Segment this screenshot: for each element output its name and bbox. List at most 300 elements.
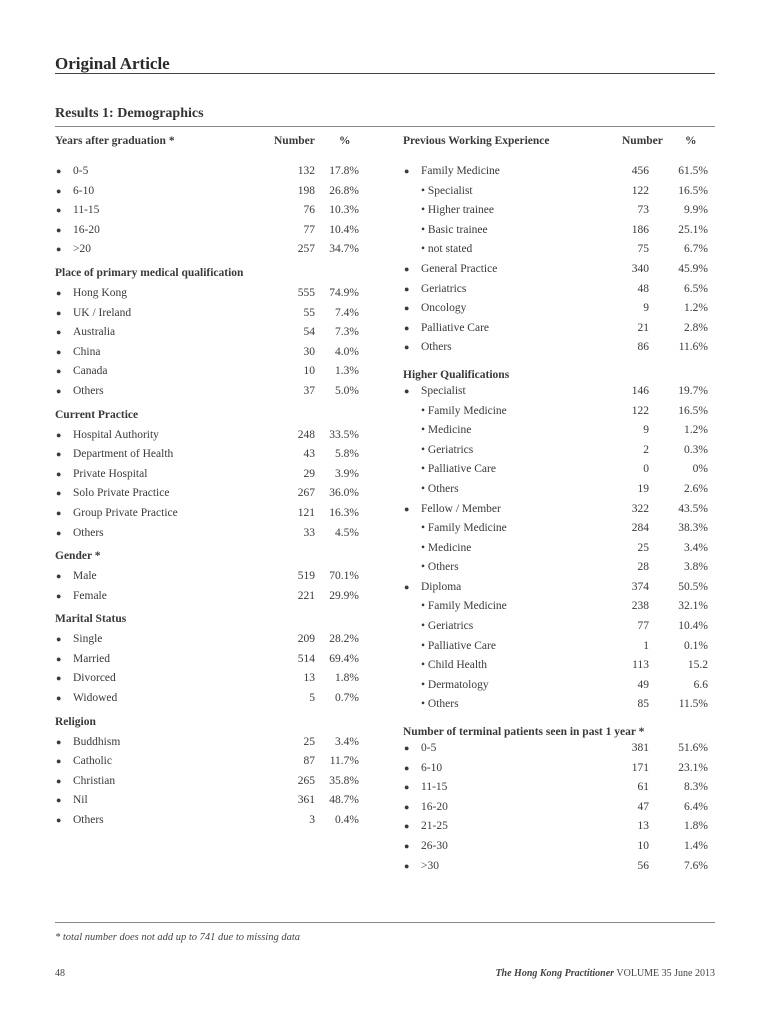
- table-row: [55, 382, 365, 402]
- table-row: [403, 382, 715, 402]
- group-title: Marital Status: [55, 613, 127, 626]
- row-label: • Family Medicine: [421, 600, 507, 613]
- row-percent: 0.3%: [684, 443, 708, 456]
- row-number: 198: [297, 184, 315, 197]
- bullet-icon: ●: [56, 736, 62, 747]
- row-number: 381: [631, 742, 649, 755]
- row-percent: 29.9%: [329, 589, 359, 602]
- row-percent: 17.8%: [329, 165, 359, 177]
- table-row: [55, 162, 365, 182]
- table-row: [55, 445, 365, 465]
- footnote: * total number does not add up to 741 due to missing data: [55, 932, 300, 943]
- bullet-icon: ●: [56, 287, 62, 298]
- row-label: General Practice: [421, 262, 498, 275]
- row-label: Solo Private Practice: [73, 487, 170, 500]
- table-row: [403, 280, 715, 300]
- table-row: [55, 304, 365, 324]
- row-label: • Specialist: [421, 184, 473, 197]
- table-row: [55, 791, 365, 811]
- bullet-icon: ●: [404, 322, 410, 333]
- row-number: 9: [643, 424, 649, 437]
- row-number: 55: [303, 306, 315, 319]
- row-label: Specialist: [421, 384, 466, 397]
- row-percent: 35.8%: [329, 774, 359, 787]
- table-row: [55, 733, 365, 753]
- bullet-icon: ●: [404, 503, 410, 514]
- row-percent: 7.3%: [335, 326, 359, 339]
- table-row: [55, 343, 365, 363]
- row-percent: 16.3%: [329, 506, 359, 519]
- row-number: 122: [631, 184, 649, 197]
- table-row: [403, 201, 715, 221]
- row-percent: 33.5%: [329, 428, 359, 441]
- row-label: Geriatrics: [421, 282, 467, 295]
- bullet-icon: ●: [56, 488, 62, 499]
- bullet-icon: ●: [56, 571, 62, 582]
- group-title: Number of terminal patients seen in past 1 year *: [403, 726, 645, 739]
- row-label: Buddhism: [73, 735, 121, 748]
- row-label: Christian: [73, 774, 116, 787]
- bullet-icon: ●: [56, 756, 62, 767]
- row-number: 132: [297, 165, 315, 177]
- row-percent: 1.2%: [684, 424, 708, 437]
- table-row: [55, 811, 365, 831]
- bullet-icon: ●: [56, 507, 62, 518]
- right-column-label: Previous Working Experience: [403, 135, 550, 147]
- row-label: >20: [73, 243, 91, 256]
- row-percent: 1.3%: [335, 365, 359, 378]
- row-percent: 3.4%: [335, 735, 359, 748]
- row-label: 16-20: [73, 223, 100, 236]
- row-number: 73: [637, 204, 649, 217]
- right-table: [403, 134, 715, 876]
- bullet-icon: ●: [56, 693, 62, 704]
- row-percent: 74.9%: [329, 286, 359, 299]
- row-number: 25: [637, 541, 649, 554]
- row-label: Family Medicine: [421, 165, 500, 177]
- row-percent: 61.5%: [678, 165, 708, 177]
- row-percent: 0.4%: [335, 814, 359, 827]
- table-row: [55, 362, 365, 382]
- row-label: Others: [73, 384, 104, 397]
- row-label: Catholic: [73, 755, 112, 768]
- row-percent: 23.1%: [678, 761, 708, 774]
- row-number: 75: [637, 243, 649, 256]
- row-label: Hospital Authority: [73, 428, 159, 441]
- row-number: 33: [303, 526, 315, 539]
- row-label: • Family Medicine: [421, 522, 507, 535]
- journal-footer: [495, 968, 715, 979]
- journal-name: The Hong Kong Practitioner: [495, 968, 615, 979]
- row-percent: 6.6: [693, 678, 708, 691]
- row-label: Others: [421, 341, 452, 354]
- row-percent: 16.5%: [678, 404, 708, 417]
- table-row: [403, 240, 715, 260]
- group-title: Current Practice: [55, 408, 139, 421]
- row-number: 340: [631, 262, 649, 275]
- row-number: 85: [637, 698, 649, 711]
- row-percent: 38.3%: [678, 522, 708, 535]
- table-row: [403, 558, 715, 578]
- row-label: • Palliative Care: [421, 463, 496, 476]
- table-row: [403, 480, 715, 500]
- row-percent: 1.2%: [684, 302, 708, 315]
- row-number: 221: [297, 589, 315, 602]
- article-type-title: Original Article: [55, 54, 170, 73]
- table-row: [55, 323, 365, 343]
- row-label: 16-20: [421, 800, 448, 813]
- row-number: 113: [632, 659, 649, 672]
- row-number: 21: [637, 321, 649, 334]
- bullet-icon: ●: [56, 449, 62, 460]
- row-percent: 26.8%: [329, 184, 359, 197]
- row-number: 3: [309, 814, 315, 827]
- bullet-icon: ●: [56, 346, 62, 357]
- row-label: Married: [73, 652, 111, 665]
- table-row: [403, 460, 715, 480]
- right-number-header: Number: [622, 135, 663, 147]
- bullet-icon: ●: [404, 283, 410, 294]
- table-row: [55, 524, 365, 544]
- row-label: Single: [73, 633, 103, 646]
- row-label: Hong Kong: [73, 286, 127, 299]
- row-percent: 5.8%: [335, 448, 359, 461]
- row-percent: 10.4%: [329, 223, 359, 236]
- row-percent: 3.9%: [335, 467, 359, 480]
- bullet-icon: ●: [56, 673, 62, 684]
- bullet-icon: ●: [404, 801, 410, 812]
- row-percent: 19.7%: [678, 384, 708, 397]
- row-number: 54: [303, 326, 315, 339]
- table-row: [55, 426, 365, 446]
- bullet-icon: ●: [56, 224, 62, 235]
- row-number: 238: [631, 600, 649, 613]
- table-row: [55, 567, 365, 587]
- title-rule: [55, 73, 715, 74]
- row-number: 0: [643, 463, 649, 476]
- row-label: 26-30: [421, 840, 448, 852]
- row-number: 519: [297, 570, 315, 583]
- row-percent: 70.1%: [329, 570, 359, 583]
- table-row: [55, 630, 365, 650]
- row-number: 43: [303, 448, 315, 461]
- row-number: 121: [297, 506, 315, 519]
- row-label: UK / Ireland: [73, 306, 132, 319]
- table-row: [403, 402, 715, 422]
- row-percent: 4.5%: [335, 526, 359, 539]
- bullet-icon: ●: [404, 782, 410, 793]
- row-label: Palliative Care: [421, 321, 490, 334]
- table-row: [403, 817, 715, 837]
- right-table-header: [403, 134, 715, 154]
- row-label: Nil: [73, 794, 88, 807]
- row-percent: 45.9%: [678, 262, 708, 275]
- row-label: 11-15: [421, 781, 448, 794]
- row-number: 122: [631, 404, 649, 417]
- row-percent: 6.7%: [684, 243, 708, 256]
- row-percent: 51.6%: [678, 742, 708, 755]
- row-number: 209: [297, 633, 315, 646]
- section-title: Results 1: Demographics: [55, 106, 204, 121]
- row-number: 322: [631, 502, 649, 515]
- row-percent: 7.6%: [684, 859, 708, 872]
- row-number: 86: [637, 341, 649, 354]
- bullet-icon: ●: [56, 244, 62, 255]
- row-percent: 28.2%: [329, 633, 359, 646]
- row-number: 267: [297, 487, 315, 500]
- table-row: [403, 656, 715, 676]
- footnote-rule: [55, 922, 715, 923]
- row-number: 171: [631, 761, 649, 774]
- row-percent: 32.1%: [678, 600, 708, 613]
- row-number: 2: [643, 443, 649, 456]
- row-label: Divorced: [73, 672, 116, 685]
- table-row: [403, 441, 715, 461]
- row-label: • Child Health: [421, 659, 487, 672]
- row-label: • Geriatrics: [421, 620, 474, 633]
- row-number: 77: [637, 620, 649, 633]
- table-row: [55, 484, 365, 504]
- row-percent: 10.4%: [678, 620, 708, 633]
- left-column-label: Years after graduation *: [55, 135, 175, 147]
- left-number-header: Number: [274, 135, 315, 147]
- row-label: • Medicine: [421, 424, 472, 437]
- row-percent: 9.9%: [684, 204, 708, 217]
- row-number: 10: [637, 840, 649, 852]
- bullet-icon: ●: [404, 385, 410, 396]
- row-percent: 3.4%: [684, 541, 708, 554]
- bullet-icon: ●: [56, 185, 62, 196]
- bullet-icon: ●: [404, 743, 410, 754]
- row-label: 6-10: [421, 761, 443, 774]
- row-number: 13: [303, 672, 315, 685]
- row-label: • Family Medicine: [421, 404, 507, 417]
- table-row: [55, 221, 365, 241]
- bullet-icon: ●: [404, 166, 410, 176]
- bullet-icon: ●: [56, 634, 62, 645]
- bullet-icon: ●: [404, 762, 410, 773]
- group-spacer: [55, 154, 365, 162]
- row-label: Widowed: [73, 692, 118, 705]
- row-number: 265: [297, 774, 315, 787]
- row-number: 28: [637, 561, 649, 574]
- row-percent: 48.7%: [329, 794, 359, 807]
- bullet-icon: ●: [56, 327, 62, 338]
- bullet-icon: ●: [404, 263, 410, 274]
- row-number: 30: [303, 345, 315, 358]
- row-number: 555: [297, 286, 315, 299]
- table-row: [403, 299, 715, 319]
- row-label: Female: [73, 589, 107, 602]
- row-label: >30: [421, 859, 439, 872]
- table-row: [403, 260, 715, 280]
- row-label: Group Private Practice: [73, 506, 178, 519]
- table-row: [403, 162, 715, 182]
- left-percent-header: %: [339, 135, 351, 147]
- row-percent: 10.3%: [329, 204, 359, 217]
- bullet-icon: ●: [404, 303, 410, 314]
- row-number: 456: [631, 165, 649, 177]
- table-row: [403, 739, 715, 759]
- bullet-icon: ●: [56, 366, 62, 377]
- bullet-icon: ●: [56, 307, 62, 318]
- row-percent: 8.3%: [684, 781, 708, 794]
- table-row: [403, 857, 715, 877]
- row-percent: 50.5%: [678, 580, 708, 593]
- group-title: Gender *: [55, 550, 101, 563]
- section-rule: [55, 126, 715, 127]
- row-label: • Medicine: [421, 541, 472, 554]
- row-percent: 69.4%: [329, 652, 359, 665]
- row-number: 56: [637, 859, 649, 872]
- row-percent: 6.4%: [684, 800, 708, 813]
- group-title: Place of primary medical qualification: [55, 266, 244, 279]
- row-number: 10: [303, 365, 315, 378]
- row-percent: 5.0%: [335, 384, 359, 397]
- table-row: [403, 597, 715, 617]
- table-row: [403, 421, 715, 441]
- row-number: 9: [643, 302, 649, 315]
- row-label: Male: [73, 570, 97, 583]
- table-row: [403, 798, 715, 818]
- bullet-icon: ●: [56, 795, 62, 806]
- row-percent: 36.0%: [329, 487, 359, 500]
- row-label: 0-5: [421, 742, 437, 755]
- table-row: [403, 221, 715, 241]
- row-number: 186: [631, 223, 649, 236]
- row-percent: 16.5%: [678, 184, 708, 197]
- left-table-header: [55, 134, 365, 154]
- row-label: Others: [73, 526, 104, 539]
- group-title: Religion: [55, 715, 96, 728]
- volume-date: VOLUME 35 June 2013: [616, 968, 715, 979]
- row-label: 0-5: [73, 165, 89, 177]
- row-number: 76: [303, 204, 315, 217]
- table-row: [55, 465, 365, 485]
- row-label: Others: [73, 814, 104, 827]
- row-percent: 11.5%: [678, 698, 708, 711]
- table-row: [403, 519, 715, 539]
- bullet-icon: ●: [404, 342, 410, 353]
- row-label: • Palliative Care: [421, 639, 496, 652]
- bullet-icon: ●: [56, 527, 62, 538]
- bullet-icon: ●: [56, 815, 62, 826]
- bullet-icon: ●: [56, 205, 62, 216]
- row-number: 13: [637, 820, 649, 833]
- right-percent-header: %: [685, 135, 697, 147]
- bullet-icon: ●: [404, 581, 410, 592]
- table-row: [55, 587, 365, 607]
- row-label: • Higher trainee: [421, 204, 494, 217]
- row-label: Department of Health: [73, 448, 174, 461]
- table-row: [55, 752, 365, 772]
- table-row: [55, 284, 365, 304]
- table-row: [55, 772, 365, 792]
- table-row: [403, 617, 715, 637]
- bullet-icon: ●: [56, 590, 62, 601]
- row-percent: 15.2: [687, 659, 708, 672]
- row-percent: 6.5%: [684, 282, 708, 295]
- row-number: 77: [303, 223, 315, 236]
- row-number: 19: [637, 482, 649, 495]
- bullet-icon: ●: [404, 821, 410, 832]
- row-number: 146: [631, 384, 649, 397]
- bullet-icon: ●: [56, 385, 62, 396]
- table-row: [403, 695, 715, 715]
- right-groups: [403, 154, 715, 876]
- bullet-icon: ●: [56, 429, 62, 440]
- page-number: 48: [55, 968, 65, 979]
- table-row: [55, 669, 365, 689]
- row-number: 374: [631, 580, 649, 593]
- table-row: [403, 500, 715, 520]
- row-number: 5: [309, 692, 315, 705]
- table-row: [403, 319, 715, 339]
- row-percent: 0.7%: [335, 692, 359, 705]
- row-label: Diploma: [421, 580, 462, 593]
- row-number: 25: [303, 735, 315, 748]
- row-number: 361: [297, 794, 315, 807]
- row-number: 514: [297, 652, 315, 665]
- row-percent: 0%: [692, 463, 708, 476]
- bullet-icon: ●: [404, 841, 410, 851]
- row-label: 21-25: [421, 820, 448, 833]
- row-label: Fellow / Member: [421, 502, 501, 515]
- table-row: [403, 676, 715, 696]
- left-table: [55, 134, 365, 831]
- row-percent: 1.8%: [684, 820, 708, 833]
- table-row: [403, 182, 715, 202]
- row-percent: 3.8%: [684, 561, 708, 574]
- table-row: [55, 650, 365, 670]
- row-label: • not stated: [421, 243, 473, 256]
- row-number: 1: [643, 639, 649, 652]
- row-label: • Others: [421, 698, 459, 711]
- row-percent: 1.8%: [335, 672, 359, 685]
- group-spacer: [403, 154, 715, 162]
- table-row: [55, 504, 365, 524]
- row-number: 61: [637, 781, 649, 794]
- table-row: [403, 338, 715, 358]
- group-title: Higher Qualifications: [403, 368, 510, 381]
- table-row: [403, 759, 715, 779]
- row-percent: 43.5%: [678, 502, 708, 515]
- bullet-icon: ●: [56, 166, 62, 176]
- row-label: Private Hospital: [73, 467, 148, 480]
- row-label: China: [73, 345, 101, 358]
- row-percent: 2.8%: [684, 321, 708, 334]
- table-row: [55, 240, 365, 260]
- row-percent: 7.4%: [335, 306, 359, 319]
- row-label: • Others: [421, 482, 459, 495]
- row-label: Australia: [73, 326, 116, 339]
- row-percent: 0.1%: [684, 639, 708, 652]
- row-label: Canada: [73, 365, 108, 378]
- row-percent: 11.7%: [329, 755, 359, 768]
- bullet-icon: ●: [56, 653, 62, 664]
- row-number: 87: [303, 755, 315, 768]
- table-row: [403, 539, 715, 559]
- row-label: • Geriatrics: [421, 443, 474, 456]
- row-number: 49: [637, 678, 649, 691]
- left-groups: [55, 154, 365, 831]
- row-percent: 11.6%: [678, 341, 708, 354]
- row-percent: 34.7%: [329, 243, 359, 256]
- bullet-icon: ●: [404, 860, 410, 871]
- row-number: 37: [303, 384, 315, 397]
- row-percent: 2.6%: [684, 482, 708, 495]
- row-number: 257: [297, 243, 315, 256]
